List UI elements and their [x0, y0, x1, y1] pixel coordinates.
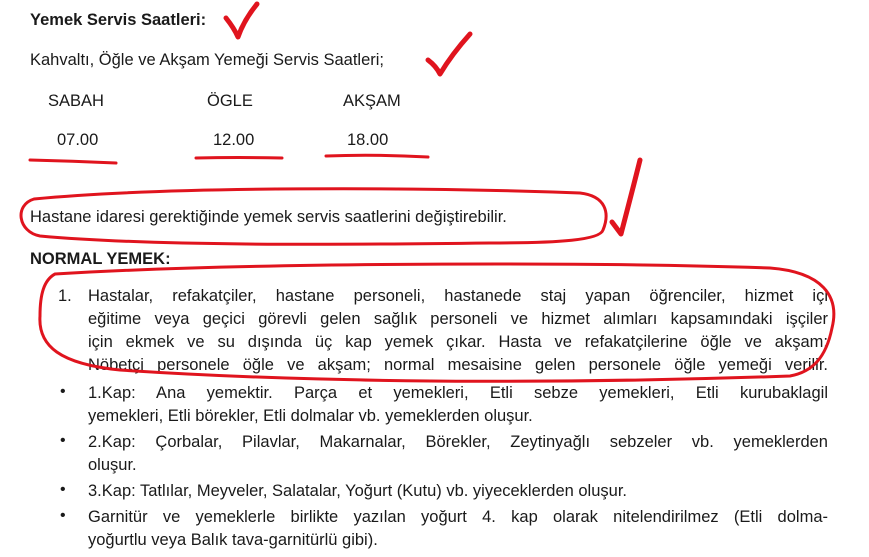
bullet-line: 3.Kap: Tatlılar, Meyveler, Salatalar, Yoğurt (Kutu) vb. yiyeceklerden oluşur. — [88, 482, 627, 500]
intro-text: Kahvaltı, Öğle ve Akşam Yemeği Servis Saatleri; — [30, 51, 385, 69]
schedule-label-noon: ÖGLE — [207, 92, 253, 110]
checkmark-icon — [612, 160, 640, 234]
bullet-line: oluşur. — [88, 456, 137, 474]
schedule-time-morning: 07.00 — [57, 131, 99, 149]
numbered-item-number: 1. — [58, 287, 72, 305]
section-title: NORMAL YEMEK: — [30, 250, 171, 268]
bullet-line: Garnitür ve yemeklerle birlikte yazılan yoğurt 4. kap olarak nitelendirilmez (Etli dolma- — [88, 508, 828, 526]
bullet-marker: • — [60, 432, 66, 449]
numbered-item-line: için ekmek ve su dışında üç kap yemek çıkar. Hasta ve refakatçilerine öğle ve akşam; — [88, 333, 828, 351]
underline-mark — [196, 158, 282, 159]
bullet-marker: • — [60, 383, 66, 400]
bullet-line: yoğurtlu veya Balık tava-garnitürlü gibi). — [88, 531, 378, 549]
page-title: Yemek Servis Saatleri: — [30, 11, 207, 29]
bullet-line: 2.Kap: Çorbalar, Pilavlar, Makarnalar, Börekler, Zeytinyağlı sebzeler vb. yemeklerden — [88, 433, 828, 451]
schedule-time-noon: 12.00 — [213, 131, 255, 149]
checkmark-icon — [226, 4, 257, 37]
underline-mark — [326, 155, 428, 157]
numbered-item-line: Nöbetçi personele öğle ve akşam; normal mesaisine gelen personele öğle yemeği verilir. — [88, 356, 828, 374]
bullet-line: yemekleri, Etli börekler, Etli dolmalar vb. yemeklerden oluşur. — [88, 407, 533, 425]
schedule-label-morning: SABAH — [48, 92, 104, 110]
numbered-item-line: Hastalar, refakatçiler, hastane personeli, hastanede staj yapan öğrenciler, hizmet içi — [88, 287, 828, 305]
schedule-time-evening: 18.00 — [347, 131, 389, 149]
numbered-item-line: eğitime veya geçici görevli gelen sağlık personeli ve hizmet alımları kapsamındaki işçiler — [88, 310, 828, 328]
bullet-marker: • — [60, 481, 66, 498]
bullet-line: 1.Kap: Ana yemektir. Parça et yemekleri, Etli sebze yemekleri, Etli kurubaklagil — [88, 384, 828, 402]
bullet-marker: • — [60, 507, 66, 524]
underline-mark — [30, 160, 116, 163]
schedule-label-evening: AKŞAM — [343, 92, 401, 110]
notice-text: Hastane idaresi gerektiğinde yemek servis saatlerini değiştirebilir. — [30, 208, 507, 226]
checkmark-icon — [428, 34, 470, 74]
